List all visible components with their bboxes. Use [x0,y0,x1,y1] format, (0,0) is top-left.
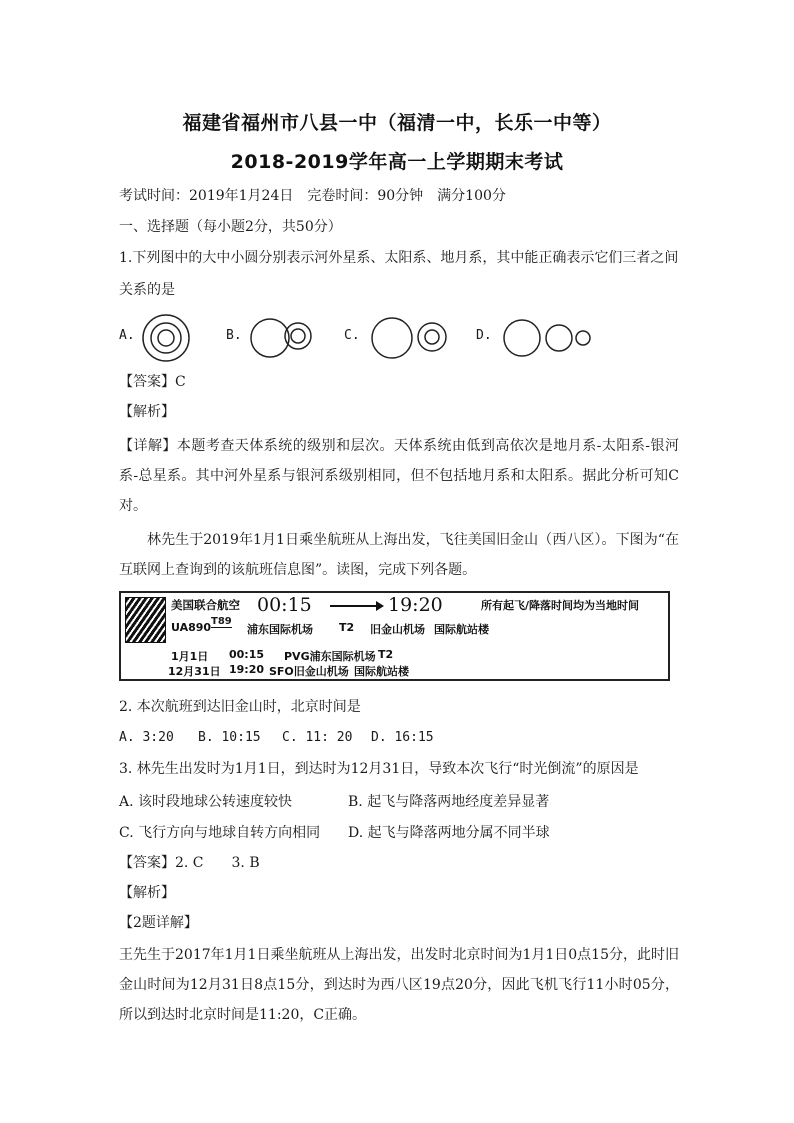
departure-terminal: T2 [339,621,355,634]
q2-option-b: B. 10:15 [198,730,261,745]
departure-airport: 浦东国际机场 [247,623,313,636]
option-c-label: C. [344,328,360,343]
questions-2-3-analysis-heading: 【解析】 [119,885,175,901]
question-2-detail: 王先生于2017年1月1日乘坐航班从上海出发，出发时北京时间为1月1日0点15分，此时旧金山时间为12月31日8点15分，到达时为西八区19点20分，因此飞机飞行11小时05分，所以到达时北京时间是11:20，C正确。 [119,947,679,1023]
page-subtitle: 2018-2019学年高一上学期期末考试 [230,151,564,173]
row1-time: 00:15 [229,648,265,661]
page-title: 福建省福州市八县一中（福清一中，长乐一中等） [182,112,612,134]
q2-option-a: A. 3:20 [119,730,174,745]
q2-option-d: D. 16:15 [371,730,434,745]
row1-terminal: T2 [378,648,394,661]
row2-terminal: 国际航站楼 [354,665,409,678]
option-b-label: B. [226,328,242,343]
flight-number: UA890 [171,621,212,634]
airline-name: 美国联合航空 [171,598,240,612]
question-1-stem: 1.下列图中的大中小圆分别表示河外星系、太阳系、地月系，其中能正确表示它们三者之间 [119,250,679,266]
question-3-stem: 3. 林先生出发时为1月1日，到达时为12月31日，导致本次飞行“时光倒流”的原因是 [119,761,639,777]
option-a-label: A. [119,328,135,343]
row2-airport: SFO旧金山机场 [269,665,349,678]
arrival-time: 19:20 [388,594,443,616]
option-d-label: D. [476,328,492,343]
question-3-options-row1 [119,791,679,811]
q3-option-d: D. 起飞与降落两地分属不同半球 [348,825,550,841]
question-1-detail: 【详解】本题考查天体系统的级别和层次。天体系统由低到高依次是地月系-太阳系-银河系-总星系。其中河外星系与银河系级别相同，但不包括地月系和太阳系。据此分析可知C对。 [119,438,679,514]
question-2-detail-heading: 【2题详解】 [119,915,198,931]
questions-2-3-answer: 【答案】2. C 3. B [119,855,260,871]
q2-option-c: C. 11: 20 [282,730,353,745]
option-a-diagram [140,312,192,364]
question-1-answer: 【答案】C [119,374,186,390]
aircraft-code: T89 [211,616,232,627]
row1-airport: PVG浦东国际机场 [284,650,376,663]
section-heading: 一、选择题（每小题2分，共50分） [119,219,342,235]
row2-time: 19:20 [229,663,265,676]
q3-option-b: B. 起飞与降落两地经度差异显著 [348,794,550,810]
option-c-diagram [368,312,452,364]
question-1-stem-cont: 关系的是 [119,282,175,298]
option-b-diagram [248,312,318,364]
question-3-options-row2 [119,822,679,842]
q3-option-a: A. 该时段地球公转速度较快 [119,794,293,810]
arrival-airport: 旧金山机场 [370,623,425,636]
question-2-options [119,729,679,745]
question-1-analysis-heading: 【解析】 [119,404,175,420]
exam-info: 考试时间：2019年1月24日 完卷时间：90分钟 满分100分 [119,188,506,204]
row1-date: 1月1日 [171,650,209,663]
airline-logo [125,597,166,643]
flight-info-graphic [119,591,670,681]
q3-option-c: C. 飞行方向与地球自转方向相同 [119,825,321,841]
arrow-icon [330,605,382,607]
option-d-diagram [500,312,596,364]
question-2-stem: 2. 本次航班到达旧金山时，北京时间是 [119,699,361,715]
local-time-note: 所有起飞/降落时间均为当地时间 [481,599,640,612]
row2-date: 12月31日 [168,665,221,678]
material-text: 林先生于2019年1月1日乘坐航班从上海出发，飞往美国旧金山（西八区）。下图为“在互联网上查询到的该航班信息图”。读图，完成下列各题。 [119,532,679,578]
arrival-terminal: 国际航站楼 [434,623,489,636]
departure-time: 00:15 [257,594,312,616]
